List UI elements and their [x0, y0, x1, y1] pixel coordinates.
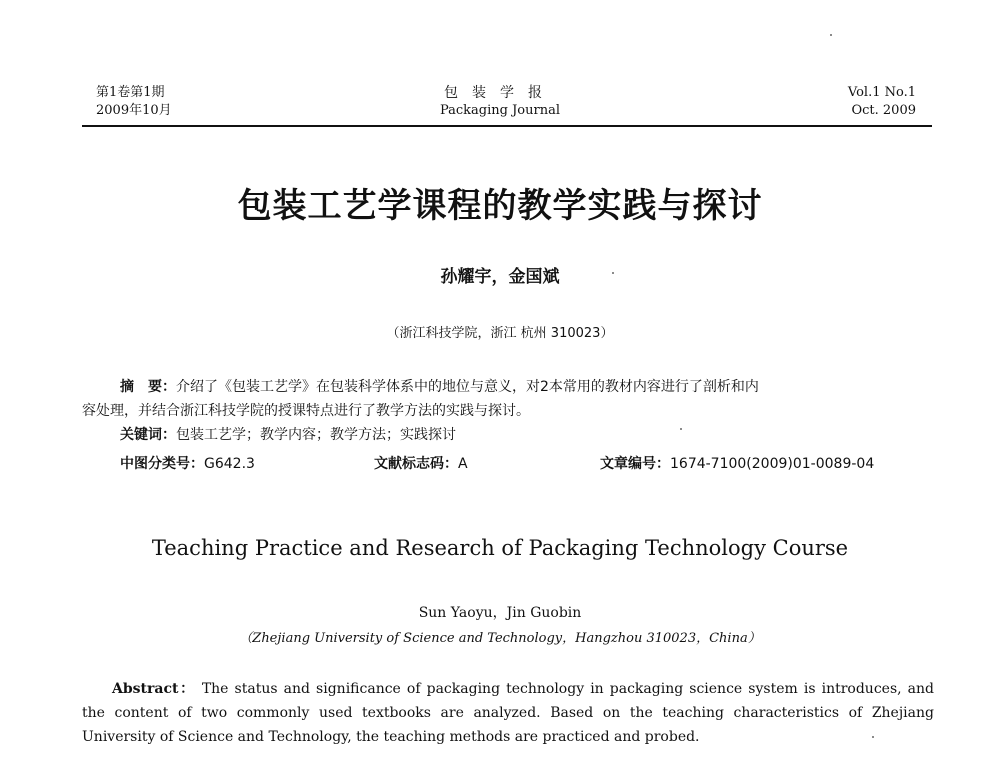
scan-speck	[830, 34, 832, 36]
article-no-value: 1674-7100(2009)01-0089-04	[670, 456, 875, 472]
abstract-cn-line2: 容处理，并结合浙江科技学院的授课特点进行了教学方法的实践与探讨。	[82, 403, 530, 419]
header-rule	[82, 125, 932, 127]
volume-en: Vol.1 No.1	[847, 85, 916, 100]
doc-code-value: A	[458, 456, 468, 472]
keywords-cn-value: 包装工艺学；教学内容；教学方法；实践探讨	[176, 427, 456, 443]
abstract-cn-line1: 介绍了《包装工艺学》在包装科学体系中的地位与意义，对2本常用的教材内容进行了剖析和内	[176, 379, 759, 395]
date-cn: 2009年10月	[96, 103, 172, 118]
clc-value: G642.3	[204, 456, 255, 472]
abstract-en	[82, 677, 934, 749]
volume-cn: 第1卷第1期	[96, 85, 165, 100]
article-title-en: Teaching Practice and Research of Packaging Technology Course	[151, 536, 849, 560]
abstract-en-text: The status and significance of packaging technology in packaging science system is introduces, and the content of two commonly used textbooks are analyzed. Based on the teaching characteristics of Zhejiang University of Science and Technology, the teaching methods are practiced and probed.	[82, 681, 934, 745]
header-right	[848, 84, 916, 120]
article-number	[600, 453, 874, 473]
authors-en: Sun Yaoyu，Jin Guobin	[418, 605, 582, 621]
scan-speck	[612, 272, 614, 274]
scan-speck	[872, 736, 874, 738]
affiliation-en: （Zhejiang University of Science and Technology，Hangzhou 310023，China）	[239, 631, 761, 646]
article-no-label: 文章编号：	[600, 456, 670, 472]
clc-label: 中图分类号：	[120, 456, 204, 472]
affiliation-cn: （浙江科技学院，浙江 杭州 310023）	[386, 326, 614, 341]
journal-name-en: Packaging Journal	[439, 103, 561, 118]
abstract-en-label: Abstract：	[112, 681, 196, 697]
abstract-cn-label: 摘 要：	[120, 379, 176, 395]
document-code	[374, 453, 468, 473]
abstract-cn	[82, 375, 932, 447]
scan-speck	[680, 428, 682, 430]
abstract-en-paragraph	[82, 677, 934, 749]
authors-cn: 孙耀宇，金国斌	[440, 267, 560, 287]
journal-name-cn: 包装学报	[444, 85, 556, 101]
keywords-cn-label: 关键词：	[120, 427, 176, 443]
keywords-cn	[82, 423, 932, 447]
doc-code-label: 文献标志码：	[374, 456, 458, 472]
article-title-cn: 包装工艺学课程的教学实践与探讨	[237, 186, 763, 226]
date-en: Oct. 2009	[851, 103, 916, 118]
clc-number	[120, 453, 255, 473]
abstract-cn-paragraph	[82, 375, 932, 399]
